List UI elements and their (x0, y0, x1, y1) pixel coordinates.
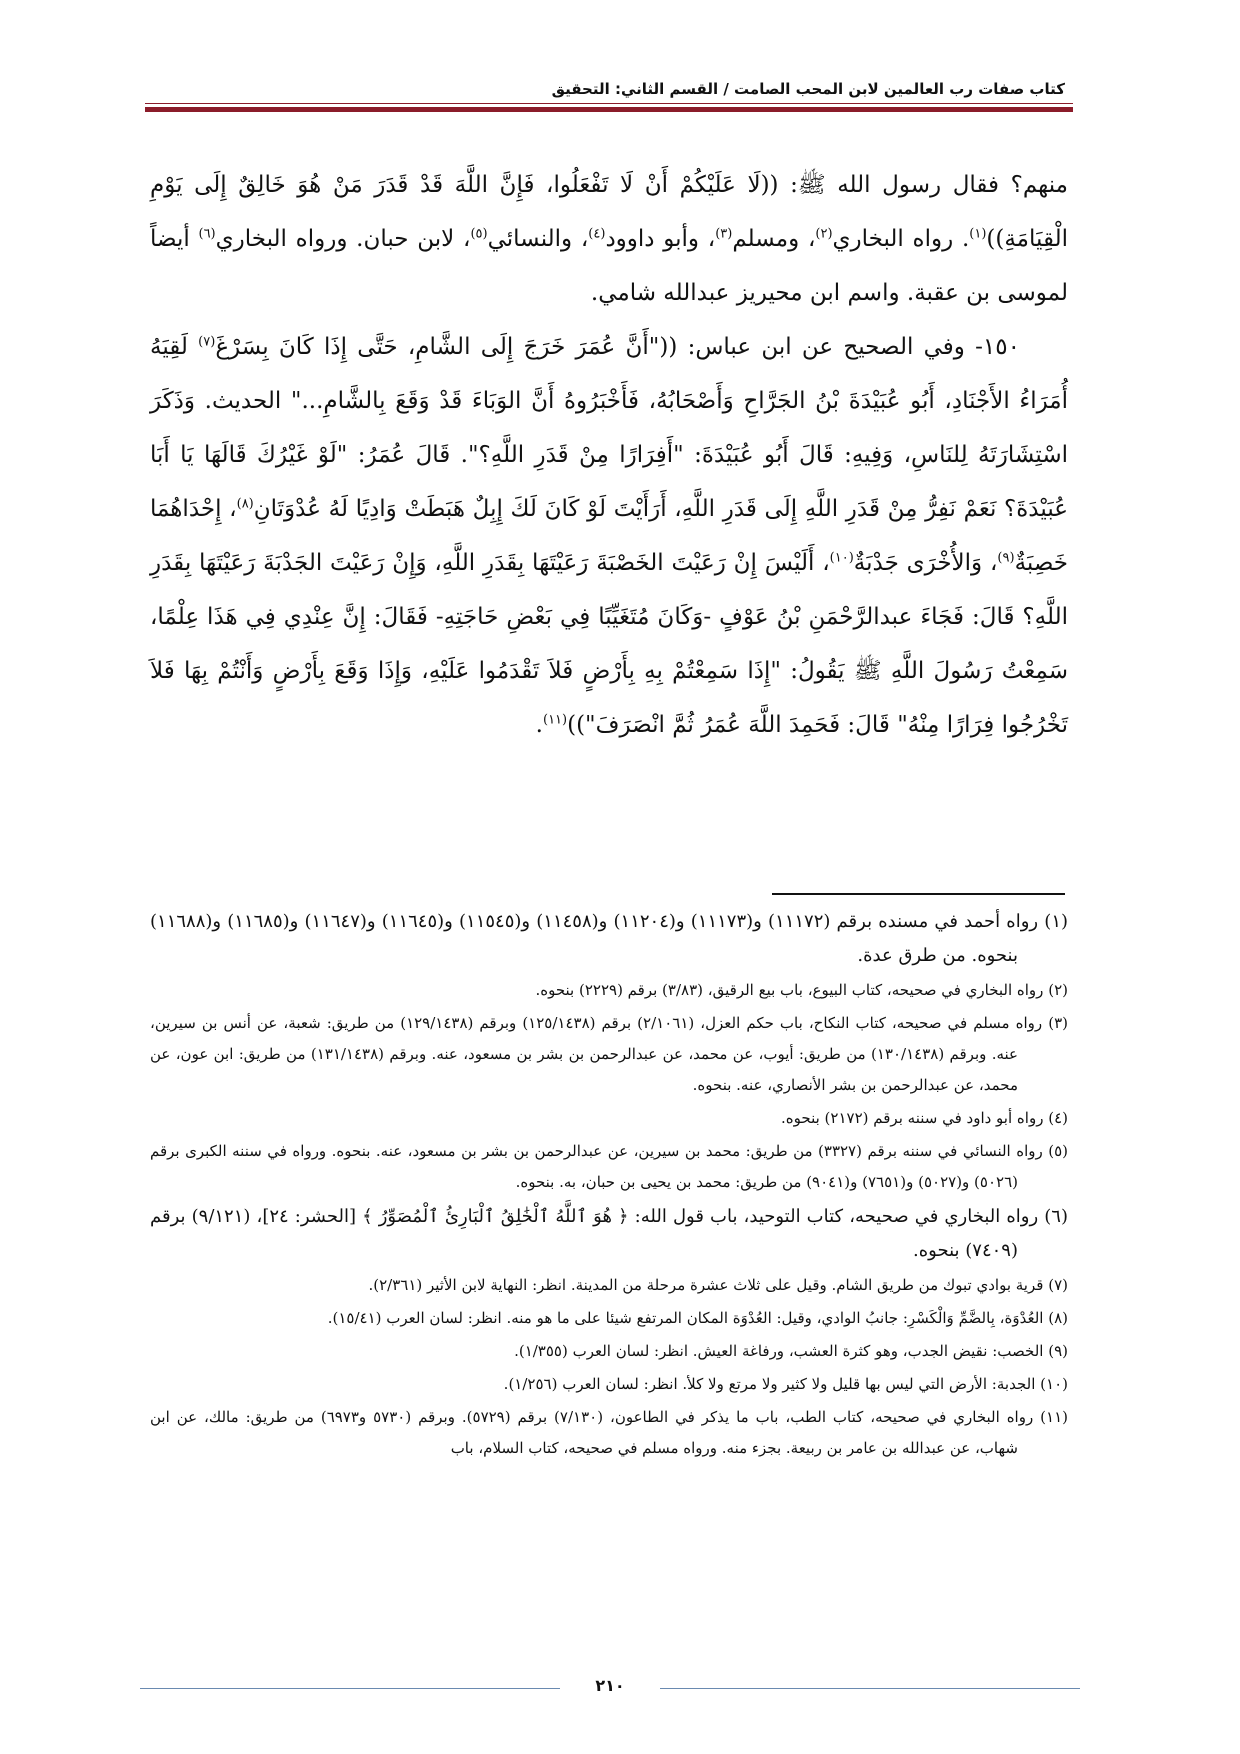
footnote-ref[interactable]: (٣) (715, 226, 733, 242)
footnote-text: قرية بوادي تبوك من طريق الشام. وقيل على ثلاث عشرة مرحلة من المدينة. انظر: النهاية لابن الأثير (٢/٣٦١). (368, 1276, 1044, 1294)
footnote-number: (٨) (1048, 1309, 1068, 1327)
footnote-text: رواه أحمد في مسنده برقم (١١١٧٢) و(١١١٧٣) و(١١٢٠٤) و(١١٤٥٨) و(١١٥٤٥) و(١١٦٤٥) و(١١٦٤٧) و(١١٦٨٥) و(١١٦٨٨) بنحوه. من طرق عدة. (150, 911, 1039, 966)
footnote-text: رواه مسلم في صحيحه، كتاب النكاح، باب حكم العزل، (٢/١٠٦١) برقم (١٢٥/١٤٣٨) وبرقم (١٢٩/١٤٣٨) من طريق: شعبة، عن أنس بن سيرين، عنه. وبرقم (١٣٠/١٤٣٨) من طريق: أيوب، عن محمد، عن عبدالرحمن بن بشر بن مسعود، عنه. وبرقم (١٣١/١٤٣٨) من طريق: ابن عون، عن محمد، عن عبدالرحمن بن بشر الأنصاري، عنه. بنحوه. (150, 1014, 1043, 1094)
text-run: لَقِيَهُ أُمَرَاءُ الأَجْنَادِ، أَبُو عُبَيْدَةَ بْنُ الجَرَّاحِ وَأَصْحَابُهُ، فَأَخْبَرُوهُ أَنَّ الوَبَاءَ قَدْ وَقَعَ بِالشَّامِ..." الحديث. وَذَكَرَ اسْتِشَارَتَهُ لِلنَاسِ، وَفِيهِ: قَالَ أَبُو عُبَيْدَةَ: "أَفِرَارًا مِنْ قَدَرِ اللَّهِ؟". قَالَ عُمَرُ: "لَوْ غَيْرُكَ قَالَهَا يَا أَبَا عُبَيْدَةَ؟ نَعَمْ نَفِرُّ مِنْ قَدَرِ اللَّهِ إِلَى قَدَرِ اللَّهِ، أَرَأَيْتَ لَوْ كَانَ لَكَ إِبِلٌ هَبَطَتْ وَادِيًا لَهُ عُدْوَتَانِ (150, 334, 1068, 522)
footnote-number: (٧) (1048, 1276, 1068, 1294)
footnote-ref[interactable]: (٧) (198, 334, 216, 350)
footnote-number: (٩) (1048, 1342, 1068, 1360)
footnote-10 (150, 1369, 1068, 1400)
text-run: منهم؟ فقال رسول الله ﷺ: ((لَا عَلَيْكُمْ أَنْ لَا تَفْعَلُوا، فَإِنَّ اللَّهَ قَدْ قَدَرَ مَنْ هُوَ خَالِقٌ إِلَى يَوْمِ الْقِيَامَةِ)) (150, 172, 1068, 252)
header-rule-thick (145, 107, 1073, 112)
footnote-text: رواه البخاري في صحيحه، كتاب الطب، باب ما يذكر في الطاعون، (٧/١٣٠) برقم (٥٧٢٩). وبرقم (٥٧٣٠ و٦٩٧٣) من طريق: مالك، عن ابن شهاب، عن عبدالله بن عامر بن ربيعة. بجزء منه. ورواه مسلم في صحيحه، كتاب السلام، باب (150, 1408, 1034, 1457)
footnote-ref[interactable]: (٥) (470, 226, 488, 242)
main-text (150, 158, 1068, 752)
text-run: ، إِحْدَاهُمَا خَصِبَةٌ (150, 496, 1068, 576)
footnote-text: رواه أبو داود في سننه برقم (٢١٧٢) بنحوه. (781, 1109, 1044, 1127)
text-run: ، لابن حبان. ورواه البخاري (215, 226, 471, 252)
footnote-text: العُدْوَة، بِالضَّمِّ وَالْكَسْرِ: جانبُ الوادي، وقيل: العُدْوَة المكان المرتفع شيئا على ما هو منه. انظر: لسان العرب (١٥/٤١). (327, 1309, 1044, 1327)
text-run: . (535, 712, 543, 738)
footnote-3 (150, 1008, 1068, 1101)
footnote-2 (150, 975, 1068, 1006)
footnote-ref[interactable]: (٤) (588, 226, 606, 242)
footer-rule-left (140, 1688, 560, 1689)
footnotes-section (150, 905, 1068, 1466)
footnote-number: (١١) (1040, 1408, 1068, 1426)
footnote-5 (150, 1136, 1068, 1198)
text-run: ، والنسائي (487, 226, 589, 252)
text-run: ، ومسلم (732, 226, 816, 252)
footnote-ref[interactable]: (٢) (815, 226, 833, 242)
header-rule-thin (145, 103, 1073, 104)
footnote-separator (772, 893, 1065, 895)
footnote-number: (١٠) (1040, 1375, 1068, 1393)
footnote-number: (٤) (1048, 1109, 1068, 1127)
footnote-text: رواه البخاري في صحيحه، كتاب التوحيد، باب قول الله: ﴿ هُوَ ٱللَّهُ ٱلْخَٰلِقُ ٱلْبَارِئُ ٱلْمُصَوِّرُ ﴾ [الحشر: ٢٤]، (٩/١٢١) برقم (٧٤٠٩) بنحوه. (150, 1206, 1039, 1261)
footer-rule-right (660, 1688, 1080, 1689)
footnote-number: (١) (1044, 911, 1069, 932)
text-run: ، وأبو داوود (605, 226, 716, 252)
footnote-ref[interactable]: (١١) (542, 712, 568, 728)
text-run: ، وَالأُخْرَى جَدْبَةٌ (853, 550, 998, 576)
footnote-text: رواه البخاري في صحيحه، كتاب البيوع، باب بيع الرقيق، (٣/٨٣) برقم (٢٢٢٩) بنحوه. (535, 981, 1044, 999)
running-header: كتاب صفات رب العالمين لابن المحب الصامت / القسم الثاني: التحقيق (551, 80, 1065, 98)
text-run: أيضاً لموسى بن عقبة. واسم ابن محيريز عبدالله شامي. (150, 226, 1068, 306)
footnote-7 (150, 1270, 1068, 1301)
footnote-11 (150, 1402, 1068, 1464)
footnote-ref[interactable]: (١٠) (829, 550, 854, 566)
footnote-text: رواه النسائي في سننه برقم (٣٣٢٧) من طريق: محمد بن سيرين، عن عبدالرحمن بن بشر بن مسعود، عنه. بنحوه. ورواه في سننه الكبرى برقم (٥٠٢٦) و(٥٠٢٧) و(٧٦٥١) و(٩٠٤١) من طريق: محمد بن يحيى بن حبان، به. بنحوه. (150, 1142, 1043, 1191)
footnote-text: الجدبة: الأرض التي ليس بها قليل ولا كثير ولا مرتع ولا كلأ. انظر: لسان العرب (١/٢٥٦). (503, 1375, 1036, 1393)
text-run: ، أَلَيْسَ إِنْ رَعَيْتَ الخَصْبَةَ رَعَيْتَهَا بِقَدَرِ اللَّهِ، وَإِنْ رَعَيْتَ الجَدْبَةَ رَعَيْتَهَا بِقَدَرِ اللَّهِ؟ قَالَ: فَجَاءَ عبدالرَّحْمَنِ بْنُ عَوْفٍ -وَكَانَ مُتَغَيِّبًا فِي بَعْضِ حَاجَتِهِ- فَقَالَ: إِنَّ عِنْدِي فِي هَذَا عِلْمًا، سَمِعْتُ رَسُولَ اللَّهِ ﷺ يَقُولُ: "إِذَا سَمِعْتُمْ بِهِ بِأَرْضٍ فَلاَ تَقْدَمُوا عَلَيْهِ، وَإِذَا وَقَعَ بِأَرْضٍ وَأَنْتُمْ بِهَا فَلاَ تَخْرُجُوا فِرَارًا مِنْهُ" قَالَ: فَحَمِدَ اللَّهَ عُمَرُ ثُمَّ انْصَرَفَ")) (150, 550, 1068, 738)
paragraph-1 (150, 158, 1068, 320)
footnote-ref[interactable]: (٦) (198, 226, 216, 242)
footnote-number: (٣) (1048, 1014, 1068, 1032)
footnote-ref[interactable]: (٨) (236, 496, 254, 512)
text-run: ١٥٠- وفي الصحيح عن ابن عباس: (("أَنَّ عُمَرَ خَرَجَ إِلَى الشَّامِ، حَتَّى إِذَا كَانَ بِسَرْغَ (215, 334, 1020, 360)
footnote-ref[interactable]: (١) (969, 226, 987, 242)
footnote-4 (150, 1103, 1068, 1134)
footnote-1 (150, 905, 1068, 973)
paragraph-150 (150, 320, 1068, 752)
page-number: ٢١٠ (595, 1676, 625, 1695)
footnote-number: (٦) (1044, 1206, 1068, 1227)
footnote-text: الخصب: نقيض الجدب، وهو كثرة العشب، ورفاغة العيش. انظر: لسان العرب (١/٣٥٥). (514, 1342, 1044, 1360)
footnote-6 (150, 1200, 1068, 1268)
footnote-9 (150, 1336, 1068, 1367)
text-run: . رواه البخاري (832, 226, 970, 252)
footnote-ref[interactable]: (٩) (997, 550, 1015, 566)
footnote-number: (٥) (1048, 1142, 1068, 1160)
footnote-number: (٢) (1048, 981, 1068, 999)
footnote-8 (150, 1303, 1068, 1334)
